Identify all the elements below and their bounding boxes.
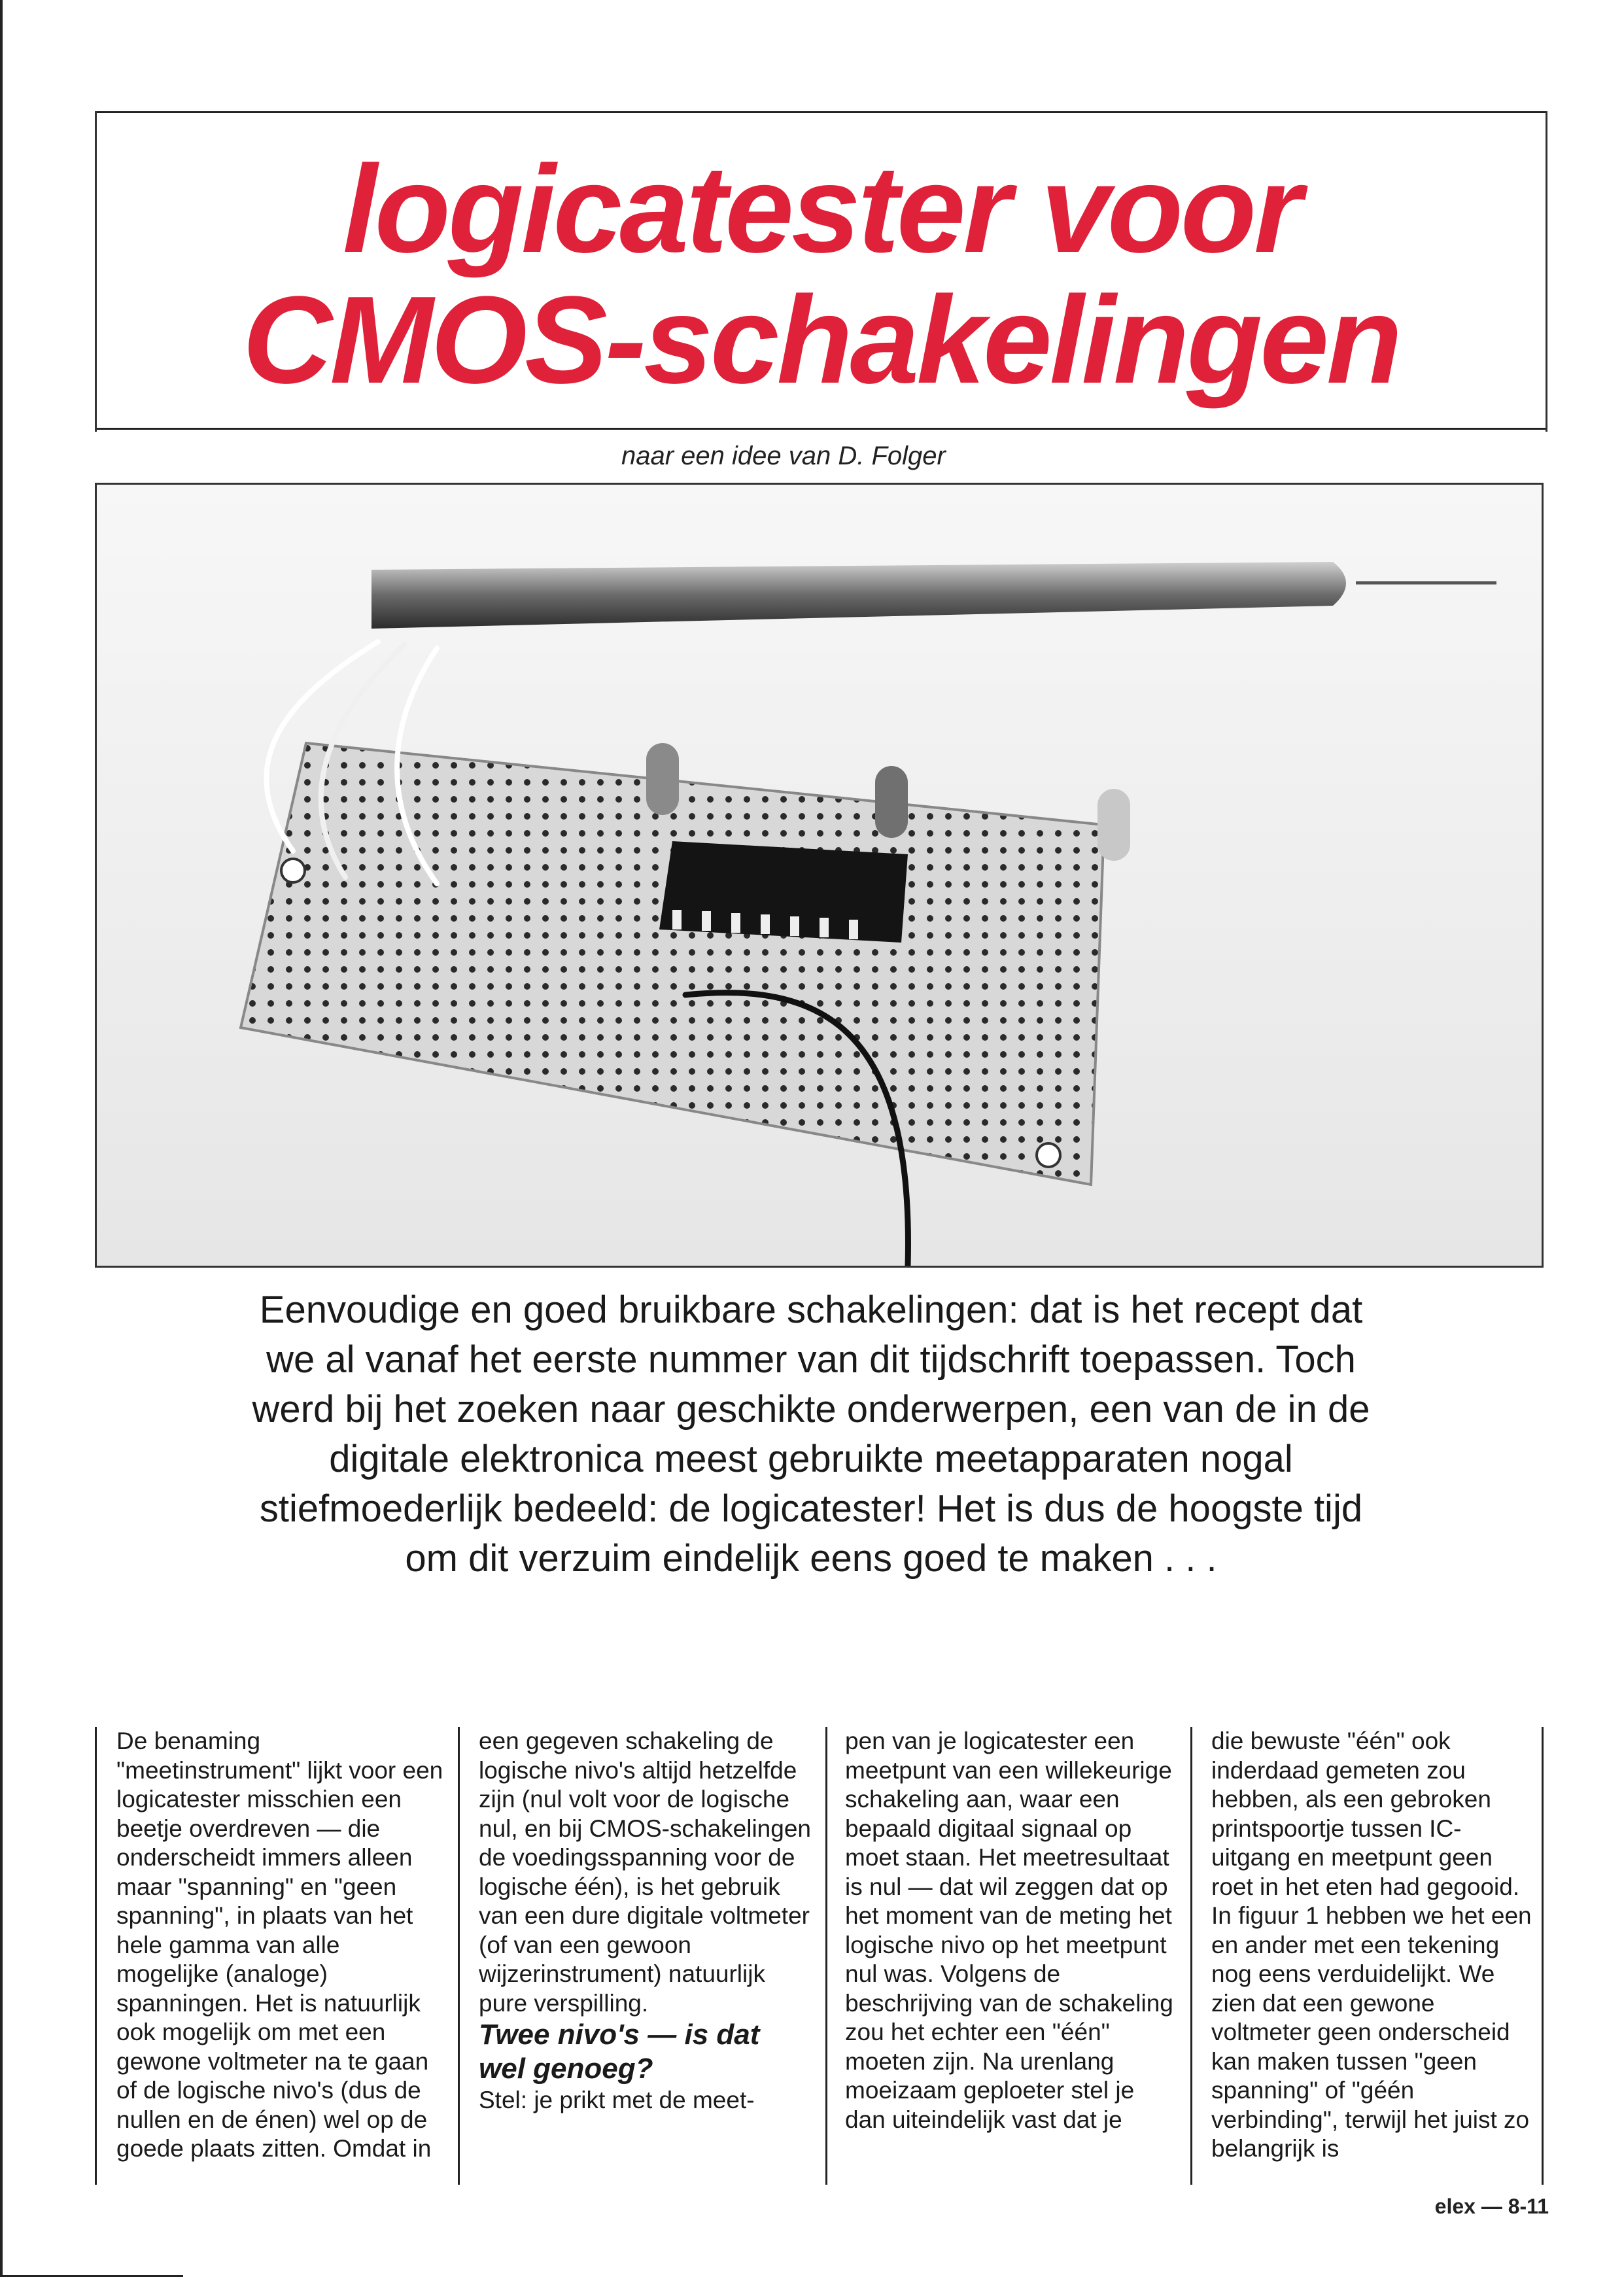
column-4 [1211,1727,1532,2164]
title-top-rule [97,111,1546,113]
column-2 [479,1727,812,2115]
column-rule-1 [458,1727,460,2185]
column-2-text-after: Stel: je prikt met de meet- [479,2087,755,2113]
photo-circuit-board [95,483,1544,1268]
intro-paragraph: Eenvoudige en goed bruikbare schakelingen: dat is het recept dat we al vanaf het eerste nummer van dit tijdschrift toepassen. Toch werd bij het zoeken naar geschikte onderwerpen, een van de in de digitale elektronica meest gebruikte meetapparaten nogal stiefmoederlijk bedeeld: de logicatester! Het is dus de hoogste tijd om dit verzuim eindelijk eens goed te maken . . . [252,1289,1370,1580]
column-1-text: De benaming "meetinstrument" lijkt voor een logicatester misschien een beetje overdreven — die onderscheidt immers alleen maar "spanning" en "geen spanning", in plaats van het hele gamma van alle mogelijke (analoge) spanningen. Het is natuurlijk ook mogelijk om met een gewone voltmeter na te gaan of de logische nivo's (dus de nullen en de énen) wel op de goede plaats zitten. Omdat in [116,1728,443,2162]
section-heading: Twee nivo's — is dat wel genoeg? [479,2019,760,2085]
title-line-1: logicatester voor [342,140,1300,279]
byline: naar een idee van D. Folger [621,442,946,470]
column-1 [116,1727,443,2164]
column-rule-2 [825,1727,827,2185]
title-box [95,111,1547,432]
column-3 [845,1727,1179,2134]
column-4-text-b: In figuur 1 hebben we het een en ander met een tekening nog eens verduidelijkt. We zien dat een gewone voltmeter geen onderscheid kan maken tussen "geen spanning" of "géén verbinding", terwijl het juist zo belangrijk is [1211,1902,1532,2162]
column-3-text: pen van je logicatester een meetpunt van een willekeurige schakeling aan, waar een bepaald digitaal signaal op moet staan. Het meetresultaat is nul — dat wil zeggen dat op het moment van de meting het logische nivo op het meetpunt nul was. Volgens de beschrijving van de schakeling zou het echter een "één" moeten zijn. Na urenlang moeizaam geploeter stel je dan uiteindelijk vast dat je [845,1728,1173,2133]
column-4-text: die bewuste "één" ook inderdaad gemeten zou hebben, als een gebroken printspoortje tussen IC-uitgang en meetpunt geen roet in het eten had gegooid. [1211,1728,1520,1900]
ic-chip [659,841,908,943]
title-line-2: CMOS-schakelingen [242,271,1400,409]
column-rule-3 [1190,1727,1192,2185]
bottom-margin-rule [0,2275,183,2277]
page-footer: elex — 8-11 [1434,2195,1549,2218]
circuit-photo-illustration [97,485,1542,1266]
column-rule-right [1542,1727,1544,2185]
left-margin-rule [0,0,3,2276]
column-rule-left [95,1727,97,2185]
title-bottom-rule [97,428,1546,430]
column-2-text: een gegeven schakeling de logische nivo's altijd hetzelfde zijn (nul volt voor de logische nul, en bij CMOS-schakelingen de voedingsspanning voor de logische één), is het gebruik van een dure digitale voltmeter (of van een gewoon wijzerinstrument) natuurlijk pure verspilling. [479,1728,811,2017]
